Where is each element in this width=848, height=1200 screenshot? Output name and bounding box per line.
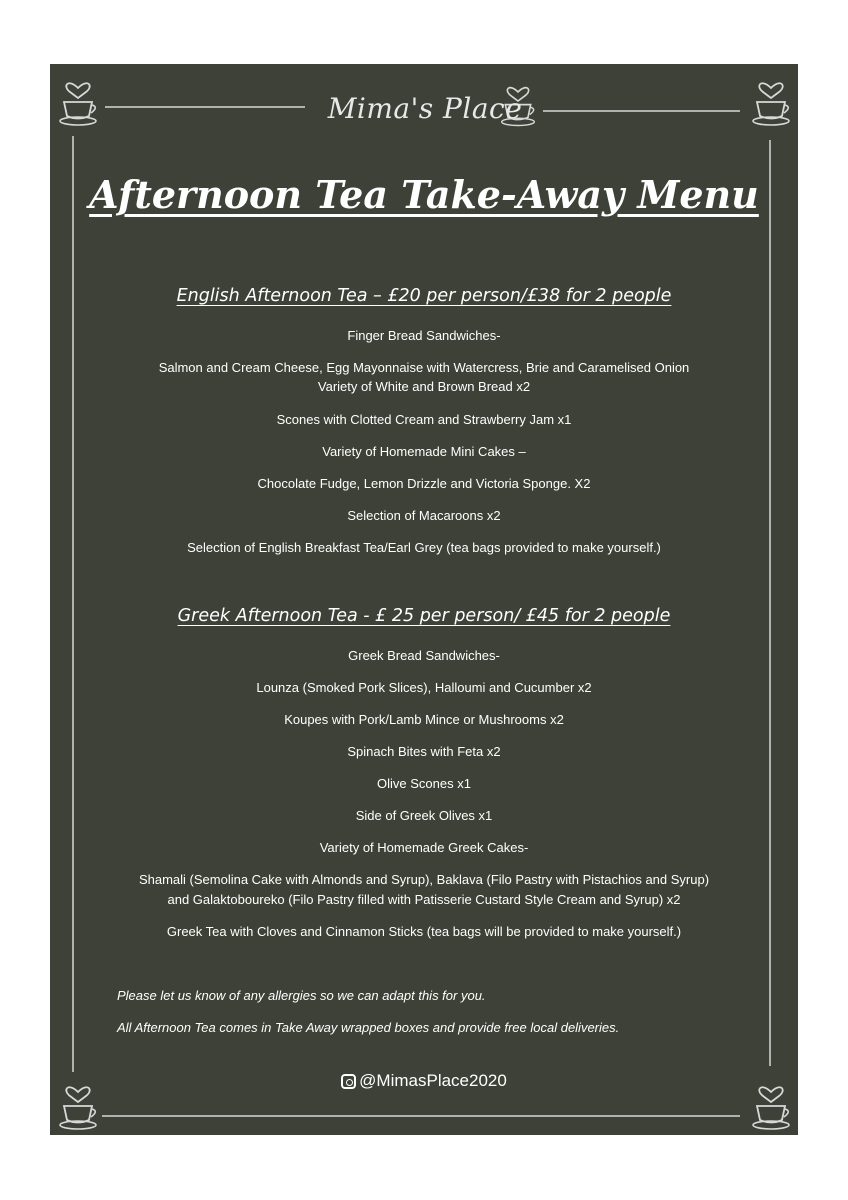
brand-name: Mima's Place — [327, 92, 523, 125]
section-heading-greek: Greek Afternoon Tea - £ 25 per person/ £45 for 2 people — [177, 606, 671, 626]
menu-line: Salmon and Cream Cheese, Egg Mayonnaise with Watercress, Brie and Caramelised Onion — [158, 360, 690, 375]
menu-line: Chocolate Fudge, Lemon Drizzle and Victoria Sponge. X2 — [257, 476, 591, 491]
menu-line: Spinach Bites with Feta x2 — [347, 744, 501, 759]
menu-line: Variety of Homemade Greek Cakes- — [319, 840, 529, 855]
menu-line: Selection of English Breakfast Tea/Earl Grey (tea bags provided to make yourself.) — [187, 540, 661, 555]
coffee-cup-heart-icon — [747, 66, 795, 130]
menu-line: Olive Scones x1 — [377, 776, 471, 791]
menu-line: Greek Tea with Cloves and Cinnamon Sticks (tea bags will be provided to make yourself.) — [166, 924, 682, 939]
menu-line: Side of Greek Olives x1 — [355, 808, 493, 823]
coffee-cup-heart-icon — [54, 66, 102, 130]
section-heading-english: English Afternoon Tea – £20 per person/£38 for 2 people — [176, 286, 672, 306]
menu-board — [50, 64, 798, 1135]
allergy-note: Please let us know of any allergies so we can adapt this for you. — [117, 988, 486, 1003]
menu-line: Lounza (Smoked Pork Slices), Halloumi and Cucumber x2 — [256, 680, 592, 695]
social-handle[interactable]: @MimasPlace2020 — [359, 1071, 507, 1090]
menu-line: and Galaktoboureko (Filo Pastry filled with Patisserie Custard Style Cream and Syrup) x2 — [167, 892, 681, 907]
menu-line: Selection of Macaroons x2 — [347, 508, 501, 523]
menu-line: Scones with Clotted Cream and Strawberry Jam x1 — [276, 412, 572, 427]
decorative-frame — [50, 64, 798, 1135]
menu-title: Afternoon Tea Take-Away Menu — [89, 172, 759, 217]
menu-line: Variety of White and Brown Bread x2 — [317, 379, 531, 394]
menu-line: Greek Bread Sandwiches- — [348, 648, 500, 663]
menu-line: Finger Bread Sandwiches- — [347, 328, 501, 343]
menu-line: Variety of Homemade Mini Cakes – — [322, 444, 526, 459]
social-handle-row[interactable] — [50, 1071, 798, 1091]
delivery-note: All Afternoon Tea comes in Take Away wrapped boxes and provide free local deliveries. — [117, 1020, 620, 1035]
menu-line: Shamali (Semolina Cake with Almonds and Syrup), Baklava (Filo Pastry with Pistachios and Syrup) — [138, 872, 710, 887]
instagram-icon — [341, 1074, 356, 1089]
menu-line: Koupes with Pork/Lamb Mince or Mushrooms x2 — [284, 712, 564, 727]
